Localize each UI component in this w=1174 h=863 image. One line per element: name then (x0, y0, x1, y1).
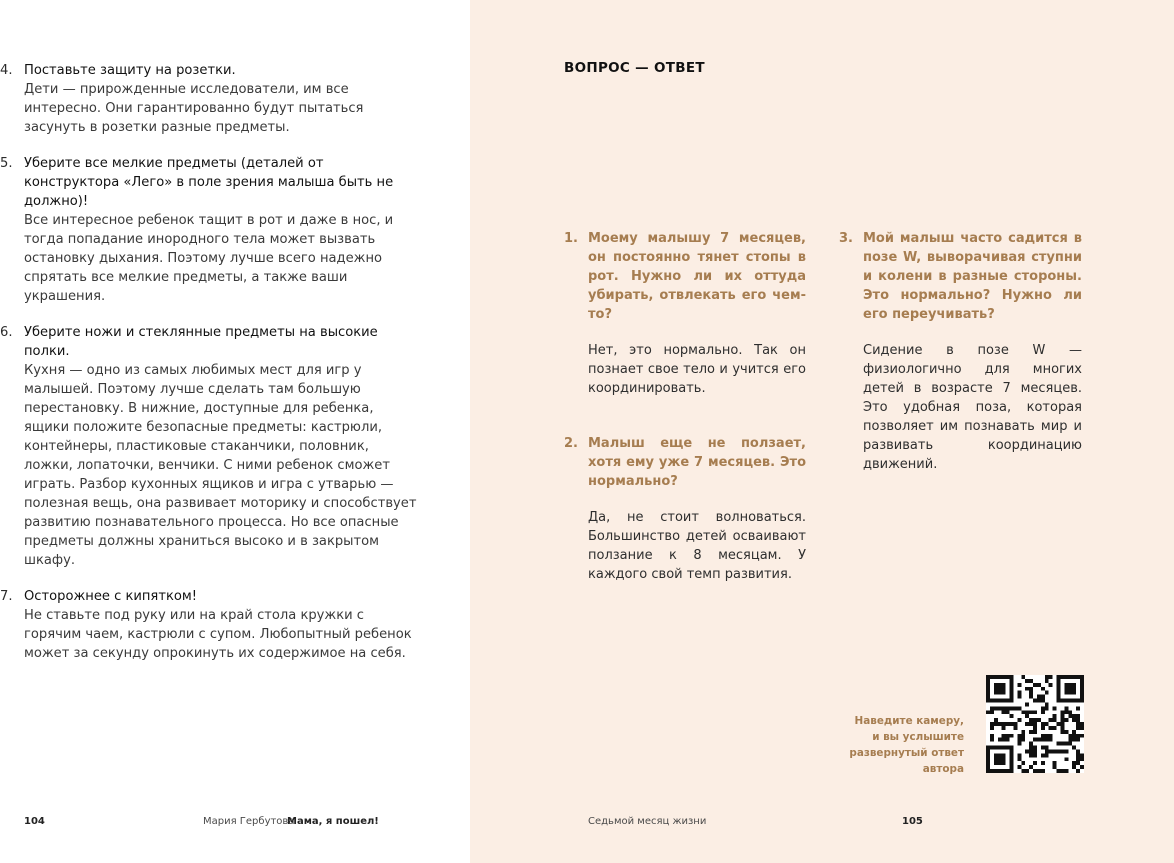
answer-text: Сидение в позе W — физиологично для многих детей в возрасте 7 месяцев. Это удобная поза, которая позволяет им познавать мир и развивать координацию движений. (863, 343, 1082, 472)
list-item (0, 154, 420, 306)
left-page-number: 104 (24, 816, 45, 827)
qa-item (564, 229, 806, 398)
qa-item (839, 229, 1082, 474)
item-number: 7. (0, 589, 13, 604)
item-title: Поставьте защиту на розетки. (24, 63, 236, 78)
item-number: 6. (0, 325, 13, 340)
qa-heading: ВОПРОС — ОТВЕТ (564, 60, 705, 76)
qa-item (564, 434, 806, 584)
item-number: 5. (0, 156, 13, 171)
item-title: Уберите ножи и стеклянные предметы на высокие полки. (24, 325, 378, 359)
right-page (470, 0, 1174, 863)
footer-book-title: Мама, я пошел! (287, 816, 379, 827)
footer-author: Мария Гербутова (203, 816, 295, 827)
question-number: 1. (564, 231, 578, 246)
item-number: 4. (0, 63, 13, 78)
left-page (0, 0, 470, 863)
question-number: 3. (839, 231, 853, 246)
question-text: Моему малышу 7 месяцев, он постоянно тянет стопы в рот. Нужно ли их оттуда убирать, отвлекать его чем-то? (588, 231, 806, 322)
answer-text: Нет, это нормально. Так он познает свое тело и учится его координировать. (588, 343, 806, 396)
list-item (0, 61, 420, 137)
qa-column-right (839, 229, 1082, 510)
answer-text: Да, не стоит волноваться. Большинство детей осваивают ползание к 8 месяцам. У каждого свой темп развития. (588, 510, 806, 582)
item-title: Осторожнее с кипятком! (24, 589, 197, 604)
qa-column-left (564, 229, 806, 620)
qr-code-icon[interactable] (986, 675, 1084, 773)
item-title: Уберите все мелкие предметы (деталей от конструктора «Лего» в поле зрения малыша быть не должно)! (24, 156, 394, 209)
list-item (0, 323, 420, 570)
item-body: Дети — прирожденные исследователи, им все интересно. Они гарантированно будут пытаться засунуть в розетки разные предметы. (24, 82, 364, 135)
question-text: Мой малыш часто садится в позе W, выворачивая ступни и колени в разные стороны. Это нормально? Нужно ли его переучивать? (863, 231, 1082, 322)
item-body: Кухня — одно из самых любимых мест для игр у малышей. Поэтому лучше сделать там большую перестановку. В нижние, доступные для ребенка, ящики положите безопасные предметы: кастрюли, контейнеры, пластиковые стаканчики, половник, ложки, лопаточки, венчики. С ними ребенок сможет играть. Разбор кухонных ящиков и игра с утварью — полезная вещь, она развивает моторику и способствует развитию познавательного процесса. Но все опасные предметы должны храниться высоко и в закрытом шкафу. (24, 363, 417, 568)
question-number: 2. (564, 436, 578, 451)
item-body: Все интересное ребенок тащит в рот и даже в нос, и тогда попадание инородного тела может вызвать остановку дыхания. Поэтому лучше всего надежно спрятать все мелкие предметы, а также ваши украшения. (24, 213, 394, 304)
right-page-number: 105 (902, 816, 923, 827)
safety-list (0, 61, 420, 680)
list-item (0, 587, 420, 663)
footer-chapter: Седьмой месяц жизни (588, 816, 707, 827)
question-text: Малыш еще не ползает, хотя ему уже 7 месяцев. Это нормально? (588, 436, 806, 489)
qr-caption: Наведите камеру, и вы услышите развернутый ответ автора (849, 715, 964, 775)
item-body: Не ставьте под руку или на край стола кружки с горячим чаем, кастрюли с супом. Любопытный ребенок может за секунду опрокинуть их содержимое на себя. (24, 608, 412, 661)
